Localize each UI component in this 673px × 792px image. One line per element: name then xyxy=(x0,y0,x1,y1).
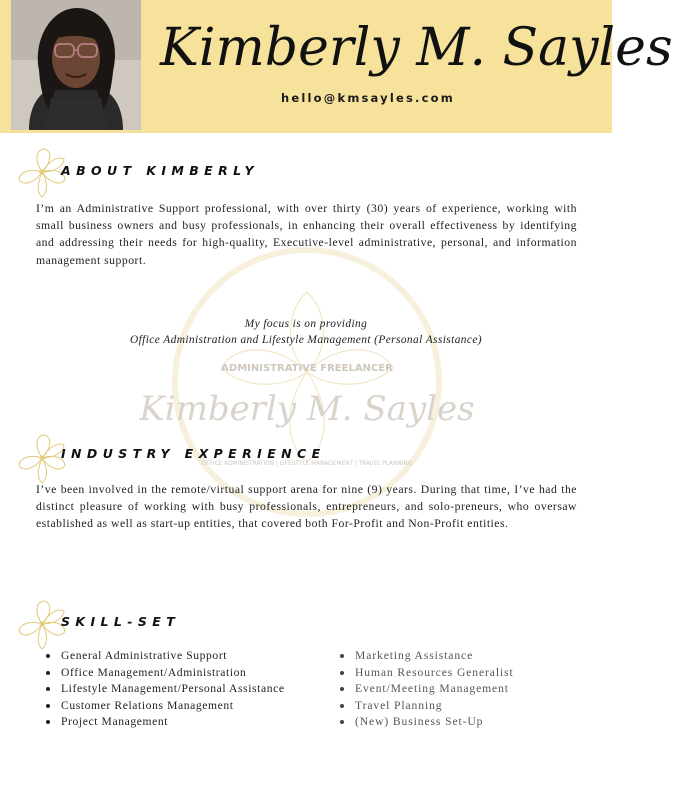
list-item: Marketing Assistance xyxy=(340,648,514,665)
avatar xyxy=(11,0,141,130)
email-link[interactable]: hello@kmsayles.com xyxy=(281,91,455,105)
list-item: General Administrative Support xyxy=(46,648,285,665)
about-paragraph: I’m an Administrative Support professional, with over thirty (30) years of experience, working with small business owners and busy professionals, in enhancing their overall effectiveness by identifying and addressing their needs for high-quality, Executive-level administrative, personal, and information management support. xyxy=(36,202,577,267)
list-item: (New) Business Set-Up xyxy=(340,714,514,731)
list-item: Office Management/Administration xyxy=(46,665,285,682)
section-title-skills: SKILL-SET xyxy=(61,614,181,629)
watermark-name: Kimberly M. Sayles xyxy=(139,389,475,429)
focus-line-1: My focus is on providing xyxy=(244,318,368,330)
header-name: Kimberly M. Sayles xyxy=(160,18,673,78)
watermark-bottom-text: OFFICE ADMINISTRATION | LIFESTYLE MANAGEMENT | TRAVEL PLANNING xyxy=(201,461,413,467)
list-item: Travel Planning xyxy=(340,698,514,715)
header-band xyxy=(0,0,673,133)
avatar-photo xyxy=(11,0,141,130)
focus-line-2: Office Administration and Lifestyle Management (Personal Assistance) xyxy=(129,334,482,346)
list-item: Lifestyle Management/Personal Assistance xyxy=(46,681,285,698)
list-item: Event/Meeting Management xyxy=(340,681,514,698)
watermark-top-text: ADMINISTRATIVE FREELANCER xyxy=(221,363,393,374)
watermark-logo xyxy=(139,272,475,472)
skills-list-right xyxy=(340,648,514,731)
section-title-about: ABOUT KIMBERLY xyxy=(61,163,259,178)
list-item: Customer Relations Management xyxy=(46,698,285,715)
list-item: Project Management xyxy=(46,714,285,731)
industry-paragraph: I’ve been involved in the remote/virtual support arena for nine (9) years. During that time, I’ve had the distinct pleasure of working with busy professionals, entrepreneurs, and solo-preneurs, who oversaw established as well as start-up entities, that covered both For-Profit and Non-Profit entities. xyxy=(36,483,577,531)
skills-list-left xyxy=(46,648,285,731)
list-item: Human Resources Generalist xyxy=(340,665,514,682)
section-title-industry: INDUSTRY EXPERIENCE xyxy=(61,446,326,461)
